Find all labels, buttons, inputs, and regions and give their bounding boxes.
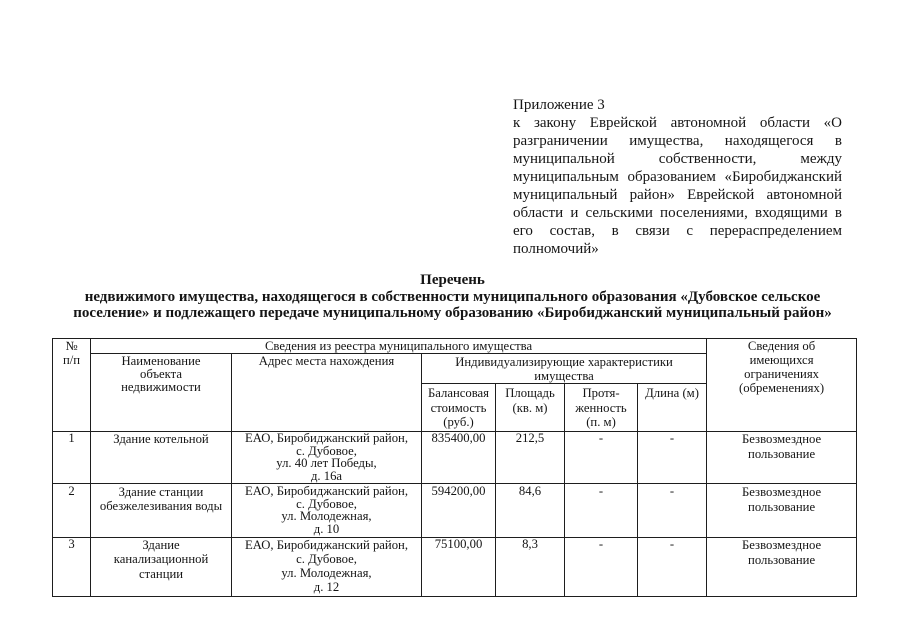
header-number [53,339,91,432]
property-table [52,338,857,597]
object-name [91,483,232,537]
area-value: 84,6 [496,483,565,537]
header-extent [565,384,638,432]
header-number-line: п/п [62,353,81,367]
header-object-name-line: Наименование [121,354,201,368]
table-header-row [53,339,857,354]
header-characteristics-line: Индивидуализирующие характеристики [455,355,673,369]
header-balance-line: (руб.) [443,415,474,429]
restriction-info [707,483,857,537]
header-restrictions-line: ограничениях [744,367,819,381]
object-address [232,432,422,484]
object-address-line: ул. 40 лет Победы, [276,456,377,471]
appendix-line: муниципальным образованием «Биробиджанский [513,169,842,185]
object-address-line: д. 16а [310,469,343,484]
header-balance-line: Балансовая [427,386,490,400]
appendix-line: разграничении имущества, находящегося в [513,133,842,149]
appendix-line: полномочий» [513,241,599,257]
appendix-line: муниципальной собственности, между [513,151,842,167]
balance-value: 594200,00 [422,483,496,537]
object-name [91,537,232,596]
object-name-line: Здание котельной [113,432,209,446]
object-name-line: Здание станции [118,484,204,499]
heading-title: Перечень [420,272,485,288]
heading-line: недвижимого имущества, находящегося в собственности муниципального образования «Дубовское сельское [84,289,821,305]
row-number: 2 [53,483,91,537]
appendix-line: к закону Еврейской автономной области «О [513,115,842,131]
balance-value: 835400,00 [422,432,496,484]
object-name-line: Здание [142,537,180,552]
header-number-line: № [65,339,78,353]
object-address-line: с. Дубовое, [296,552,357,567]
object-address-line: ул. Молодежная, [281,566,372,581]
restriction-info [707,537,857,596]
header-balance-line: стоимость [430,400,487,415]
row-number: 1 [53,432,91,484]
object-name-line: канализационной [113,552,209,567]
appendix-line: муниципальный район» Еврейской автономной [513,187,842,203]
object-address [232,483,422,537]
header-object-name [91,354,232,432]
header-balance-value [422,384,496,432]
length-value: - [638,432,707,484]
header-length: Длина (м) [638,384,707,432]
restriction-line: Безвозмездное [741,537,822,552]
header-characteristics-line: имущества [534,369,594,383]
balance-value: 75100,00 [422,537,496,596]
header-restrictions-line: (обременениях) [739,381,825,395]
header-restrictions-line: Сведения об [747,339,816,353]
header-area-line: Площадь [505,386,555,400]
object-address-line: ЕАО, Биробиджанский район, [244,537,409,552]
header-restrictions-line: имеющихся [749,353,814,367]
header-characteristics [422,354,707,384]
length-value: - [638,483,707,537]
header-address: Адрес места нахождения [232,354,422,432]
header-object-name-line: недвижимости [121,380,201,394]
object-address-line: ЕАО, Биробиджанский район, [244,431,409,445]
table-row [53,483,857,537]
header-extent-line: Протя- [582,386,620,400]
object-name-line: обезжелезивания воды [99,499,223,514]
object-name-line: станции [138,566,184,581]
extent-value: - [565,483,638,537]
restriction-line: пользование [748,447,816,461]
restriction-line: Безвозмездное [741,484,822,499]
object-address-line: ул. Молодежная, [281,509,372,524]
header-extent-line: женность [575,400,627,415]
row-number: 3 [53,537,91,596]
appendix-block [513,96,842,258]
restriction-info [707,432,857,484]
appendix-line: его состав, в связи с перераспределением [513,223,842,239]
document-heading [0,271,905,321]
restriction-line: пользование [748,552,816,567]
table-row [53,432,857,484]
restriction-line: пользование [748,499,816,514]
table-row [53,537,857,596]
object-address-line: с. Дубовое, [296,496,357,511]
object-address-line: ЕАО, Биробиджанский район, [244,483,409,498]
header-area [496,384,565,432]
header-restrictions [707,339,857,432]
heading-line: поселение» и подлежащего передаче муниципальному образованию «Биробиджанский муниципальный район» [73,305,832,321]
object-address [232,537,422,596]
extent-value: - [565,537,638,596]
restriction-line: Безвозмездное [741,432,822,446]
area-value: 8,3 [496,537,565,596]
area-value: 212,5 [496,432,565,484]
appendix-line: области и сельскими поселениями, входящими в [513,205,842,221]
object-address-line: с. Дубовое, [296,443,357,458]
header-registry-info: Сведения из реестра муниципального имущества [91,339,707,354]
extent-value: - [565,432,638,484]
length-value: - [638,537,707,596]
object-address-line: д. 10 [313,521,340,536]
object-name [91,432,232,484]
header-area-line: (кв. м) [512,400,548,415]
object-address-line: д. 12 [313,580,340,595]
header-extent-line: (п. м) [586,415,616,429]
header-object-name-line: объекта [139,367,182,381]
appendix-title: Приложение 3 [513,97,605,113]
